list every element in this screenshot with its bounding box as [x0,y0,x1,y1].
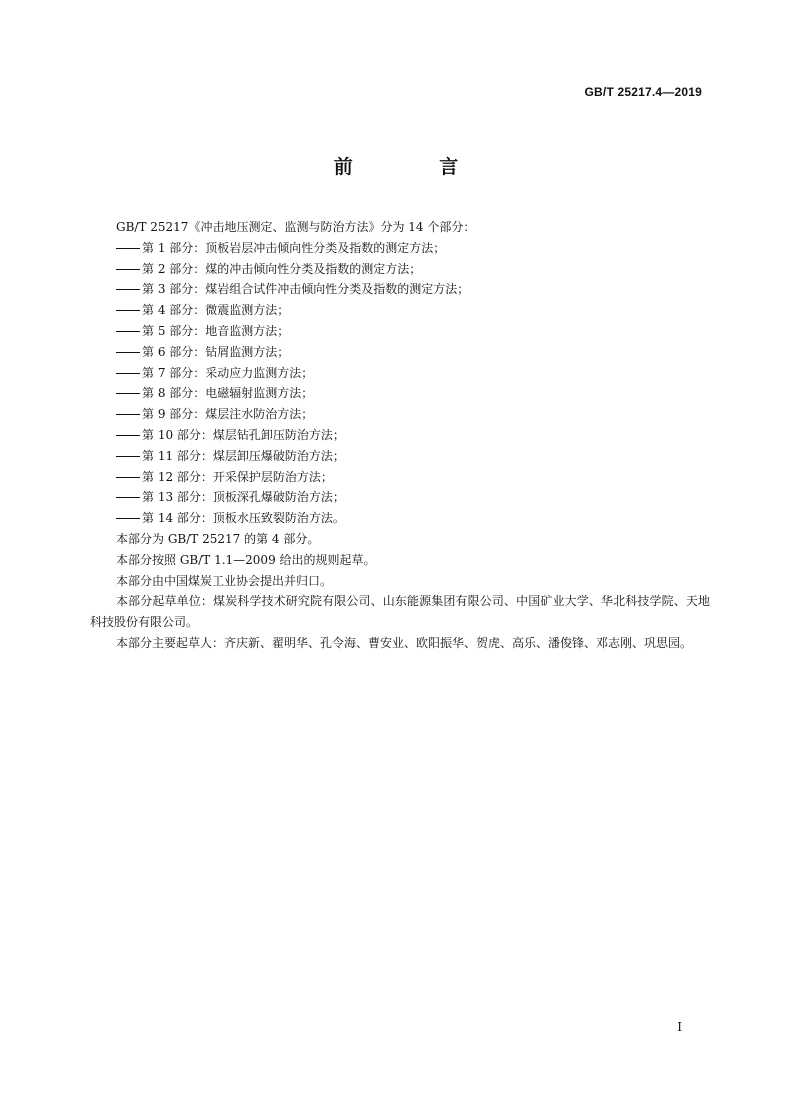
dash-marker [116,497,140,498]
dash-marker [116,435,140,436]
foreword-body [90,217,710,654]
dash-marker [116,373,140,374]
list-item: 第 3 部分：煤岩组合试件冲击倾向性分类及指数的测定方法； [90,279,710,300]
drafting-rules-statement: 本部分按照 GB/T 1.1—2009 给出的规则起草。 [116,552,376,567]
list-item: 第 5 部分：地音监测方法； [90,321,710,342]
page-number: I [677,1020,682,1034]
dash-marker [116,477,140,478]
dash-marker [116,518,140,519]
intro-line: GB/T 25217《冲击地压测定、监测与防治方法》分为 14 个部分： [116,220,476,234]
page-title: 前 言 [333,156,499,178]
list-item: 第 4 部分：微震监测方法； [90,300,710,321]
list-item: 第 14 部分：顶板水压致裂防治方法。 [90,508,710,529]
list-item: 第 10 部分：煤层钻孔卸压防治方法； [90,425,710,446]
part-of-statement: 本部分为 GB/T 25217 的第 4 部分。 [116,531,320,546]
dash-marker [116,393,140,394]
parts-list [90,238,710,529]
dash-marker [116,269,140,270]
list-item: 第 6 部分：钻屑监测方法； [90,342,710,363]
drafters-statement: 本部分主要起草人：齐庆新、翟明华、孔令海、曹安业、欧阳振华、贺虎、高乐、潘俊锋、邓志刚、巩思园。 [116,635,693,650]
standard-code: GB/T 25217.4—2019 [584,85,702,99]
list-item: 第 2 部分：煤的冲击倾向性分类及指数的测定方法； [90,259,710,280]
drafting-units-statement: 本部分起草单位：煤炭科学技术研究院有限公司、山东能源集团有限公司、中国矿业大学、华北科技学院、天地科技股份有限公司。 [90,594,710,630]
dash-marker [116,289,140,290]
dash-marker [116,352,140,353]
list-item: 第 8 部分：电磁辐射监测方法； [90,383,710,404]
dash-marker [116,414,140,415]
list-item: 第 12 部分：开采保护层防治方法； [90,467,710,488]
list-item: 第 11 部分：煤层卸压爆破防治方法； [90,446,710,467]
dash-marker [116,248,140,249]
list-item: 第 7 部分：采动应力监测方法； [90,363,710,384]
proposed-by-statement: 本部分由中国煤炭工业协会提出并归口。 [116,573,333,588]
list-item: 第 13 部分：顶板深孔爆破防治方法； [90,487,710,508]
dash-marker [116,331,140,332]
list-item: 第 9 部分：煤层注水防治方法； [90,404,710,425]
list-item: 第 1 部分：顶板岩层冲击倾向性分类及指数的测定方法； [90,238,710,259]
dash-marker [116,456,140,457]
dash-marker [116,310,140,311]
